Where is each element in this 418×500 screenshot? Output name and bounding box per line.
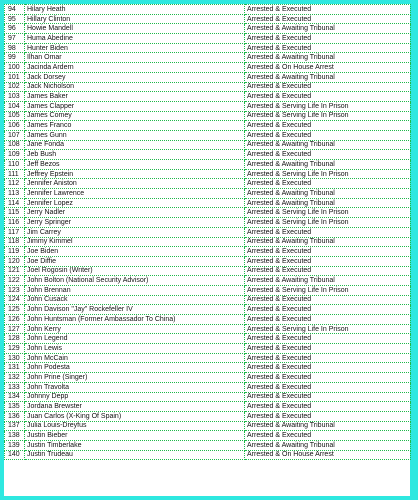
table-row: [5, 421, 411, 431]
row-number: 140: [5, 450, 25, 460]
row-name: Jeffrey Epstein: [25, 169, 245, 179]
row-status: Arrested & Awaiting Tribunal: [245, 237, 411, 247]
table-row: [5, 373, 411, 383]
row-name: John Travolta: [25, 382, 245, 392]
row-name: John Huntsman (Former Ambassador To China): [25, 315, 245, 325]
table-row: [5, 411, 411, 421]
table-row: [5, 14, 411, 24]
row-status: Arrested & Awaiting Tribunal: [245, 440, 411, 450]
row-number: 94: [5, 5, 25, 15]
row-name: Jennifer Aniston: [25, 179, 245, 189]
row-name: James Comey: [25, 111, 245, 121]
table-row: [5, 324, 411, 334]
row-status: Arrested & Awaiting Tribunal: [245, 189, 411, 199]
row-number: 133: [5, 382, 25, 392]
row-number: 117: [5, 227, 25, 237]
table-row: [5, 305, 411, 315]
row-number: 96: [5, 24, 25, 34]
row-status: Arrested & Executed: [245, 402, 411, 412]
row-status: Arrested & Executed: [245, 266, 411, 276]
names-table: [4, 4, 411, 460]
row-name: John Legend: [25, 334, 245, 344]
row-number: 127: [5, 324, 25, 334]
row-status: Arrested & Executed: [245, 334, 411, 344]
table-row: [5, 53, 411, 63]
table-row: [5, 208, 411, 218]
row-name: John McCain: [25, 353, 245, 363]
table-row: [5, 440, 411, 450]
table-row: [5, 43, 411, 53]
row-number: 132: [5, 373, 25, 383]
row-status: Arrested & Executed: [245, 43, 411, 53]
table-row: [5, 276, 411, 286]
table-row: [5, 256, 411, 266]
row-name: Jerry Nadler: [25, 208, 245, 218]
row-number: 104: [5, 101, 25, 111]
row-name: Johnny Depp: [25, 392, 245, 402]
table-row: [5, 140, 411, 150]
row-status: Arrested & Executed: [245, 121, 411, 131]
row-name: Justin Trudeau: [25, 450, 245, 460]
row-name: John Lewis: [25, 344, 245, 354]
row-name: Joe Biden: [25, 247, 245, 257]
table-row: [5, 130, 411, 140]
row-number: 103: [5, 92, 25, 102]
document-page: [4, 4, 410, 496]
row-name: Huma Abedine: [25, 34, 245, 44]
table-row: [5, 160, 411, 170]
row-name: James Baker: [25, 92, 245, 102]
row-name: Jack Dorsey: [25, 72, 245, 82]
row-status: Arrested & Executed: [245, 179, 411, 189]
row-status: Arrested & Executed: [245, 247, 411, 257]
table-row: [5, 450, 411, 460]
row-number: 108: [5, 140, 25, 150]
row-name: Joe Diffie: [25, 256, 245, 266]
row-status: Arrested & Executed: [245, 14, 411, 24]
table-row: [5, 179, 411, 189]
row-number: 122: [5, 276, 25, 286]
row-status: Arrested & Executed: [245, 315, 411, 325]
row-number: 99: [5, 53, 25, 63]
row-name: Julia Louis-Dreyfus: [25, 421, 245, 431]
row-name: John Podesta: [25, 363, 245, 373]
row-status: Arrested & Awaiting Tribunal: [245, 72, 411, 82]
table-row: [5, 92, 411, 102]
row-name: Hunter Biden: [25, 43, 245, 53]
row-number: 126: [5, 315, 25, 325]
row-number: 128: [5, 334, 25, 344]
row-number: 110: [5, 160, 25, 170]
row-status: Arrested & Executed: [245, 373, 411, 383]
row-status: Arrested & Serving Life In Prison: [245, 218, 411, 228]
row-number: 116: [5, 218, 25, 228]
row-status: Arrested & Awaiting Tribunal: [245, 421, 411, 431]
row-number: 139: [5, 440, 25, 450]
row-status: Arrested & Executed: [245, 392, 411, 402]
row-name: Ilhan Omar: [25, 53, 245, 63]
row-number: 95: [5, 14, 25, 24]
table-row: [5, 295, 411, 305]
table-row: [5, 247, 411, 257]
row-name: Jeff Bezos: [25, 160, 245, 170]
row-number: 102: [5, 82, 25, 92]
row-status: Arrested & Executed: [245, 82, 411, 92]
row-status: Arrested & Executed: [245, 92, 411, 102]
row-number: 136: [5, 411, 25, 421]
table-row: [5, 150, 411, 160]
row-status: Arrested & Awaiting Tribunal: [245, 198, 411, 208]
row-status: Arrested & Executed: [245, 34, 411, 44]
row-number: 119: [5, 247, 25, 257]
table-row: [5, 101, 411, 111]
row-number: 114: [5, 198, 25, 208]
row-number: 109: [5, 150, 25, 160]
table-row: [5, 353, 411, 363]
row-number: 131: [5, 363, 25, 373]
row-name: Howie Mandell: [25, 24, 245, 34]
row-number: 112: [5, 179, 25, 189]
row-number: 118: [5, 237, 25, 247]
row-name: John Davison "Jay" Rockefeller IV: [25, 305, 245, 315]
row-status: Arrested & Serving Life In Prison: [245, 324, 411, 334]
table-row: [5, 5, 411, 15]
row-name: John Brennan: [25, 285, 245, 295]
row-number: 113: [5, 189, 25, 199]
row-status: Arrested & Serving Life In Prison: [245, 285, 411, 295]
row-status: Arrested & Awaiting Tribunal: [245, 140, 411, 150]
row-name: Jordana Brewster: [25, 402, 245, 412]
table-row: [5, 121, 411, 131]
table-row: [5, 382, 411, 392]
row-status: Arrested & Serving Life In Prison: [245, 111, 411, 121]
row-number: 120: [5, 256, 25, 266]
row-status: Arrested & Executed: [245, 150, 411, 160]
row-status: Arrested & Awaiting Tribunal: [245, 276, 411, 286]
row-name: James Clapper: [25, 101, 245, 111]
row-status: Arrested & Executed: [245, 431, 411, 441]
row-name: Juan Carlos (X-King Of Spain): [25, 411, 245, 421]
table-row: [5, 24, 411, 34]
row-number: 135: [5, 402, 25, 412]
row-status: Arrested & Serving Life In Prison: [245, 208, 411, 218]
table-row: [5, 266, 411, 276]
row-number: 134: [5, 392, 25, 402]
table-row: [5, 392, 411, 402]
row-number: 125: [5, 305, 25, 315]
table-row: [5, 82, 411, 92]
row-name: Jennifer Lawrence: [25, 189, 245, 199]
table-row: [5, 315, 411, 325]
row-number: 97: [5, 34, 25, 44]
table-row: [5, 72, 411, 82]
table-row: [5, 431, 411, 441]
table-row: [5, 363, 411, 373]
row-number: 129: [5, 344, 25, 354]
row-number: 121: [5, 266, 25, 276]
row-name: Jerry Springer: [25, 218, 245, 228]
row-name: Jennifer Lopez: [25, 198, 245, 208]
row-number: 124: [5, 295, 25, 305]
row-name: James Franco: [25, 121, 245, 131]
row-status: Arrested & Serving Life In Prison: [245, 169, 411, 179]
row-name: Jimmy Kimmel: [25, 237, 245, 247]
table-row: [5, 198, 411, 208]
row-name: John Cusack: [25, 295, 245, 305]
row-number: 115: [5, 208, 25, 218]
table-row: [5, 237, 411, 247]
row-status: Arrested & Executed: [245, 227, 411, 237]
table-row: [5, 285, 411, 295]
table-row: [5, 169, 411, 179]
table-row: [5, 227, 411, 237]
row-name: Hilary Heath: [25, 5, 245, 15]
table-row: [5, 344, 411, 354]
row-number: 138: [5, 431, 25, 441]
table-row: [5, 63, 411, 73]
row-number: 100: [5, 63, 25, 73]
row-status: Arrested & Executed: [245, 130, 411, 140]
row-name: Jack Nicholson: [25, 82, 245, 92]
row-status: Arrested & Executed: [245, 353, 411, 363]
row-name: Justin Bieber: [25, 431, 245, 441]
table-row: [5, 111, 411, 121]
row-status: Arrested & On House Arrest: [245, 450, 411, 460]
row-status: Arrested & Executed: [245, 5, 411, 15]
row-number: 105: [5, 111, 25, 121]
row-status: Arrested & Serving Life In Prison: [245, 101, 411, 111]
row-number: 101: [5, 72, 25, 82]
row-name: Justin Timberlake: [25, 440, 245, 450]
row-number: 107: [5, 130, 25, 140]
row-status: Arrested & Executed: [245, 295, 411, 305]
table-row: [5, 34, 411, 44]
row-status: Arrested & On House Arrest: [245, 63, 411, 73]
row-number: 130: [5, 353, 25, 363]
row-status: Arrested & Executed: [245, 305, 411, 315]
row-number: 106: [5, 121, 25, 131]
row-status: Arrested & Executed: [245, 256, 411, 266]
row-name: Jacinda Ardern: [25, 63, 245, 73]
row-number: 123: [5, 285, 25, 295]
table-row: [5, 334, 411, 344]
table-body: [5, 5, 411, 460]
row-status: Arrested & Executed: [245, 363, 411, 373]
row-name: Hillary Clinton: [25, 14, 245, 24]
row-number: 137: [5, 421, 25, 431]
row-name: John Kerry: [25, 324, 245, 334]
row-name: James Gunn: [25, 130, 245, 140]
row-name: Jim Carrey: [25, 227, 245, 237]
row-name: John Bolton (National Security Advisor): [25, 276, 245, 286]
row-name: John Prine (Singer): [25, 373, 245, 383]
row-name: Joel Rogosin (Writer): [25, 266, 245, 276]
table-row: [5, 218, 411, 228]
table-row: [5, 402, 411, 412]
row-number: 111: [5, 169, 25, 179]
row-number: 98: [5, 43, 25, 53]
row-name: Jeb Bush: [25, 150, 245, 160]
row-name: Jane Fonda: [25, 140, 245, 150]
row-status: Arrested & Executed: [245, 382, 411, 392]
row-status: Arrested & Awaiting Tribunal: [245, 24, 411, 34]
row-status: Arrested & Executed: [245, 411, 411, 421]
row-status: Arrested & Awaiting Tribunal: [245, 160, 411, 170]
row-status: Arrested & Awaiting Tribunal: [245, 53, 411, 63]
row-status: Arrested & Executed: [245, 344, 411, 354]
table-row: [5, 189, 411, 199]
